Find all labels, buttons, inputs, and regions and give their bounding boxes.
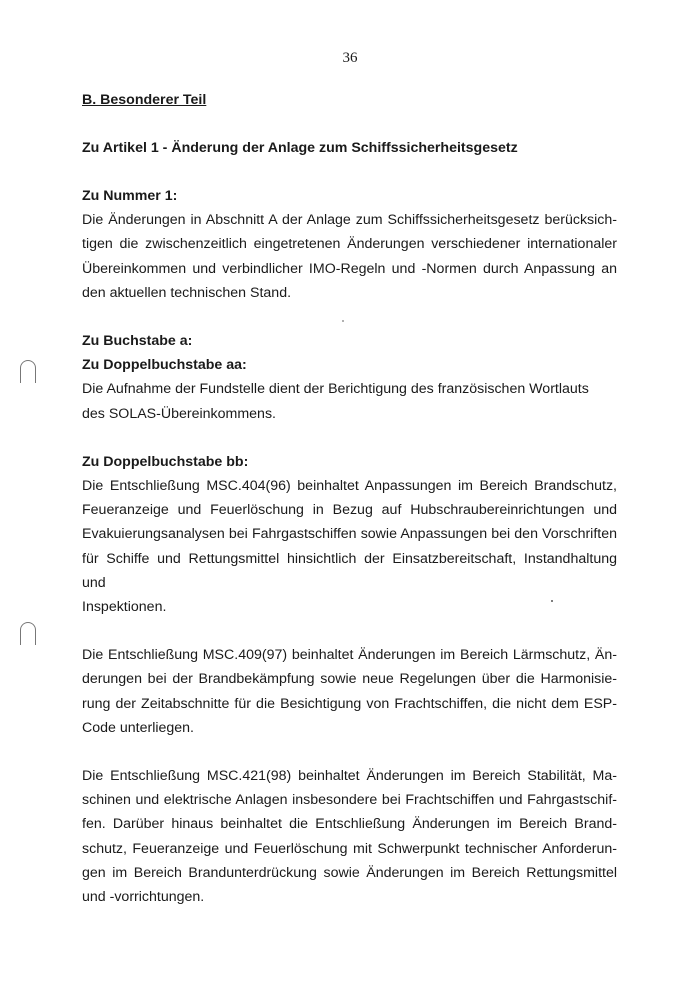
paragraph-line: Die Entschließung MSC.409(97) beinhaltet Änderungen im Bereich Lärmschutz, Än-: [82, 647, 617, 664]
paragraph-line: fen. Darüber hinaus beinhaltet die Entschließung Änderungen im Bereich Brand-: [82, 816, 617, 833]
paragraph-line: den aktuellen technischen Stand.: [82, 284, 292, 301]
heading-nummer-1: Zu Nummer 1:: [82, 188, 178, 204]
article-title: Zu Artikel 1 - Änderung der Anlage zum Schiffssicherheitsgesetz: [82, 140, 518, 156]
paragraph-line: schinen und elektrische Anlagen insbesondere bei Frachtschiffen und Fahrgastschif-: [82, 792, 617, 809]
paragraph-line: Evakuierungsanalysen bei Fahrgastschiffen sowie Anpassungen bei den Vorschriften: [82, 526, 617, 543]
heading-doppelbuchstabe-bb: Zu Doppelbuchstabe bb:: [82, 453, 249, 470]
paragraph-line: für Schiffe und Rettungsmittel hinsichtlich der Einsatzbereitschaft, Instandhaltung und: [82, 550, 617, 591]
document-body: [82, 88, 617, 909]
punch-hole-mark: [20, 360, 36, 383]
paragraph-line: rung der Zeitabschnitte für die Besichtigung von Frachtschiffen, die nicht dem ESP-: [82, 695, 617, 712]
paragraph-line: Die Entschließung MSC.404(96) beinhaltet Anpassungen im Bereich Brandschutz,: [82, 478, 617, 495]
paragraph-line: Die Entschließung MSC.421(98) beinhaltet Änderungen im Bereich Stabilität, Ma-: [82, 768, 617, 785]
paragraph-line: gen im Bereich Brandunterdrückung sowie Änderungen im Bereich Rettungsmittel: [82, 864, 617, 881]
block-buchstabe-a: [82, 329, 617, 426]
paragraph-line: tigen die zwischenzeitlich eingetretenen Änderungen verschiedener internationaler: [82, 236, 617, 253]
paragraph-line: Die Änderungen in Abschnitt A der Anlage zum Schiffssicherheitsgesetz berücksich-: [82, 212, 617, 229]
paragraph-msc-409: [82, 643, 617, 740]
paragraph-msc-421: [82, 764, 617, 909]
page-number: 36: [342, 50, 358, 66]
heading-buchstabe-a: Zu Buchstabe a:: [82, 333, 193, 350]
paragraph-line: Inspektionen.: [82, 599, 167, 616]
paragraph-line: Die Aufnahme der Fundstelle dient der Berichtigung des französischen Wortlauts: [82, 381, 589, 398]
paragraph-line: und -vorrichtungen.: [82, 889, 205, 906]
paragraph-line: Code unterliegen.: [82, 719, 195, 736]
block-doppelbuchstabe-bb: [82, 450, 617, 619]
paragraph-line: Feueranzeige und Feuerlöschung in Bezug auf Hubschraubereinrichtungen und: [82, 502, 617, 519]
paragraph-line: derungen bei der Brandbekämpfung sowie neue Regelungen über die Harmonisie-: [82, 671, 617, 688]
paragraph-line: des SOLAS-Übereinkommens.: [82, 405, 276, 422]
block-nummer-1: [82, 184, 617, 305]
paragraph-line: Übereinkommen und verbindlicher IMO-Regeln und -Normen durch Anpassung an: [82, 260, 617, 277]
punch-hole-mark: [20, 622, 36, 645]
paragraph-line: schutz, Feueranzeige und Feuerlöschung mit Schwerpunkt technischer Anforderun-: [82, 840, 617, 857]
heading-doppelbuchstabe-aa: Zu Doppelbuchstabe aa:: [82, 357, 247, 374]
section-title: B. Besonderer Teil: [82, 92, 207, 108]
